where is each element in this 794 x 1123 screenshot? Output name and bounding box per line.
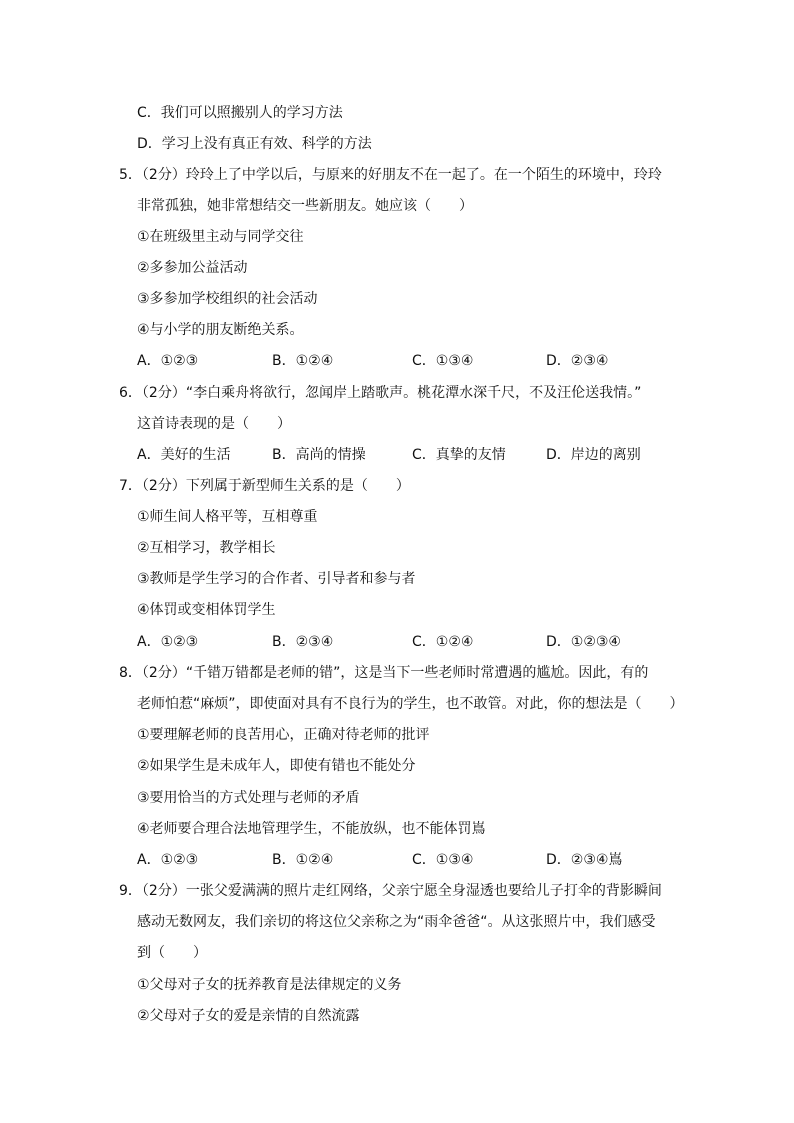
option-d: D．岸边的离别 [546, 447, 641, 463]
question-text: （2分）玲玲上了中学以后，与原来的好朋友不在一起了。在一个陌生的环境中，玲玲 [141, 167, 662, 183]
statement: ③多参加学校组织的社会活动 [137, 291, 318, 307]
statement: ①要理解老师的良苦用心，正确对待老师的批评 [137, 727, 430, 743]
statement: ①父母对子女的抚养教育是法律规定的义务 [137, 977, 402, 993]
option-c: C．①②④ [412, 634, 474, 650]
statement: ③教师是学生学习的合作者、引导者和参与者 [137, 571, 416, 587]
statement: ②互相学习，教学相长 [137, 540, 276, 556]
option-b: B．①②④ [272, 852, 334, 868]
option-a: A．①②③ [137, 852, 199, 868]
statement: ①师生间人格平等，互相尊重 [137, 509, 318, 525]
question-7-stem [0, 476, 794, 496]
statement: ④老师要合理合法地管理学生，不能放纵，也不能体罚嶌 [137, 821, 486, 837]
question-text: 感动无数网友，我们亲切的将这位父亲称之为“雨伞爸爸“。从这张照片中，我们感受 [137, 914, 656, 930]
question-number: 9． [119, 883, 142, 899]
question-text: （2分）“李白乘舟将欲行，忽闻岸上踏歌声。桃花潭水深千尺，不及汪伦送我情。” [141, 385, 642, 401]
question-number: 6． [119, 385, 142, 401]
question-text: 非常孤独，她非常想结交一些新朋友。她应该（ ） [137, 198, 473, 214]
option-line: D．学习上没有真正有效、科学的方法 [137, 136, 372, 152]
question-8-stem [0, 663, 794, 683]
question-text: 到（ ） [137, 945, 207, 961]
option-a: A．①②③ [137, 353, 199, 369]
option-line: C．我们可以照搬别人的学习方法 [137, 105, 343, 121]
option-d: D．①②③④ [546, 634, 621, 650]
question-number: 5． [119, 167, 142, 183]
question-text: （2分）一张父爱满满的照片走红网络，父亲宁愿全身湿透也要给儿子打伞的背影瞬间 [141, 883, 662, 899]
statement: ②如果学生是未成年人，即使有错也不能处分 [137, 758, 416, 774]
option-a: A．美好的生活 [137, 447, 231, 463]
statement: ④与小学的朋友断绝关系。 [137, 322, 304, 338]
option-d: D．②③④嶌 [546, 852, 623, 868]
option-b: B．高尚的情操 [272, 447, 366, 463]
question-number: 8． [119, 665, 142, 681]
option-b: B．①②④ [272, 353, 334, 369]
question-number: 7． [119, 478, 142, 494]
option-b: B．②③④ [272, 634, 334, 650]
statement: ①在班级里主动与同学交往 [137, 229, 304, 245]
question-6-stem [0, 383, 794, 403]
statement: ④体罚或变相体罚学生 [137, 602, 276, 618]
option-c: C．真挚的友情 [412, 447, 506, 463]
statement: ③要用恰当的方式处理与老师的矛盾 [137, 790, 360, 806]
question-text: （2分）“千错万错都是老师的错”，这是当下一些老师时常遭遇的尴尬。因此，有的 [141, 665, 649, 681]
statement: ②多参加公益活动 [137, 260, 248, 276]
question-5-stem [0, 165, 794, 185]
question-9-stem [0, 881, 794, 901]
option-d: D．②③④ [546, 353, 609, 369]
option-c: C．①③④ [412, 353, 474, 369]
statement: ②父母对子女的爱是亲情的自然流露 [137, 1008, 360, 1024]
option-c: C．①③④ [412, 852, 474, 868]
question-text: 这首诗表现的是（ ） [137, 416, 291, 432]
question-text: （2分）下列属于新型师生关系的是（ ） [141, 478, 410, 494]
option-a: A．①②③ [137, 634, 199, 650]
question-text: 老师怕惹“麻烦”，即使面对具有不良行为的学生，也不敢管。对此，你的想法是（ ） [137, 696, 684, 712]
